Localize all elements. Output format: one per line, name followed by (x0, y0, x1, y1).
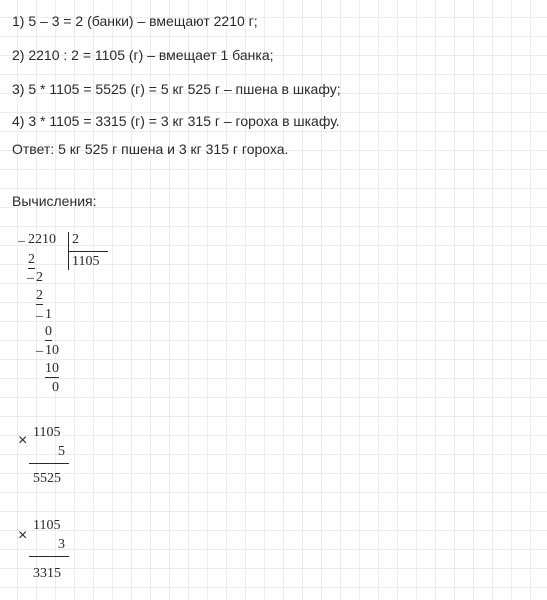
division-step: 0 (45, 324, 52, 339)
multiplicand: 1105 (33, 425, 61, 440)
minus-sign: _ (36, 304, 43, 319)
result-line (29, 556, 69, 557)
solution-line-4: 4) 3 * 1105 = 3315 (г) = 3 кг 315 г – гороха в шкафу. (12, 113, 340, 129)
division-step: 1 (45, 307, 52, 322)
division-remainder: 0 (52, 380, 59, 395)
multiplier: 5 (58, 444, 65, 459)
solution-line-2: 2) 2210 : 2 = 1105 (г) – вмещает 1 банка; (12, 47, 274, 63)
calc-heading: Вычисления: (12, 193, 97, 209)
multiplicand: 1105 (33, 518, 61, 533)
solution-line-1: 1) 5 – 3 = 2 (банки) – вмещают 2210 г; (12, 13, 258, 29)
result-line (29, 463, 69, 464)
multiplier: 3 (58, 537, 65, 552)
divisor: 2 (72, 232, 79, 247)
product: 3315 (33, 566, 61, 581)
division-bracket-horizontal (68, 251, 108, 252)
minus-sign: _ (27, 266, 34, 281)
multiply-sign: × (18, 432, 28, 449)
division-step: 2 (28, 252, 35, 267)
multiply-sign: × (18, 527, 28, 544)
minus-sign: _ (36, 339, 43, 354)
solution-line-3: 3) 5 * 1105 = 5525 (г) = 5 кг 525 г – пшена в шкафу; (12, 81, 341, 97)
product: 5525 (33, 471, 61, 486)
division-step: 2 (36, 270, 43, 285)
minus-sign: _ (18, 229, 25, 244)
division-step: 2 (36, 288, 43, 303)
quotient: 1105 (72, 254, 100, 269)
answer-line: Ответ: 5 кг 525 г пшена и 3 кг 315 г гороха. (12, 141, 289, 157)
division-step: 10 (45, 343, 59, 358)
division-step: 10 (45, 361, 59, 376)
dividend: 2210 (28, 232, 56, 247)
